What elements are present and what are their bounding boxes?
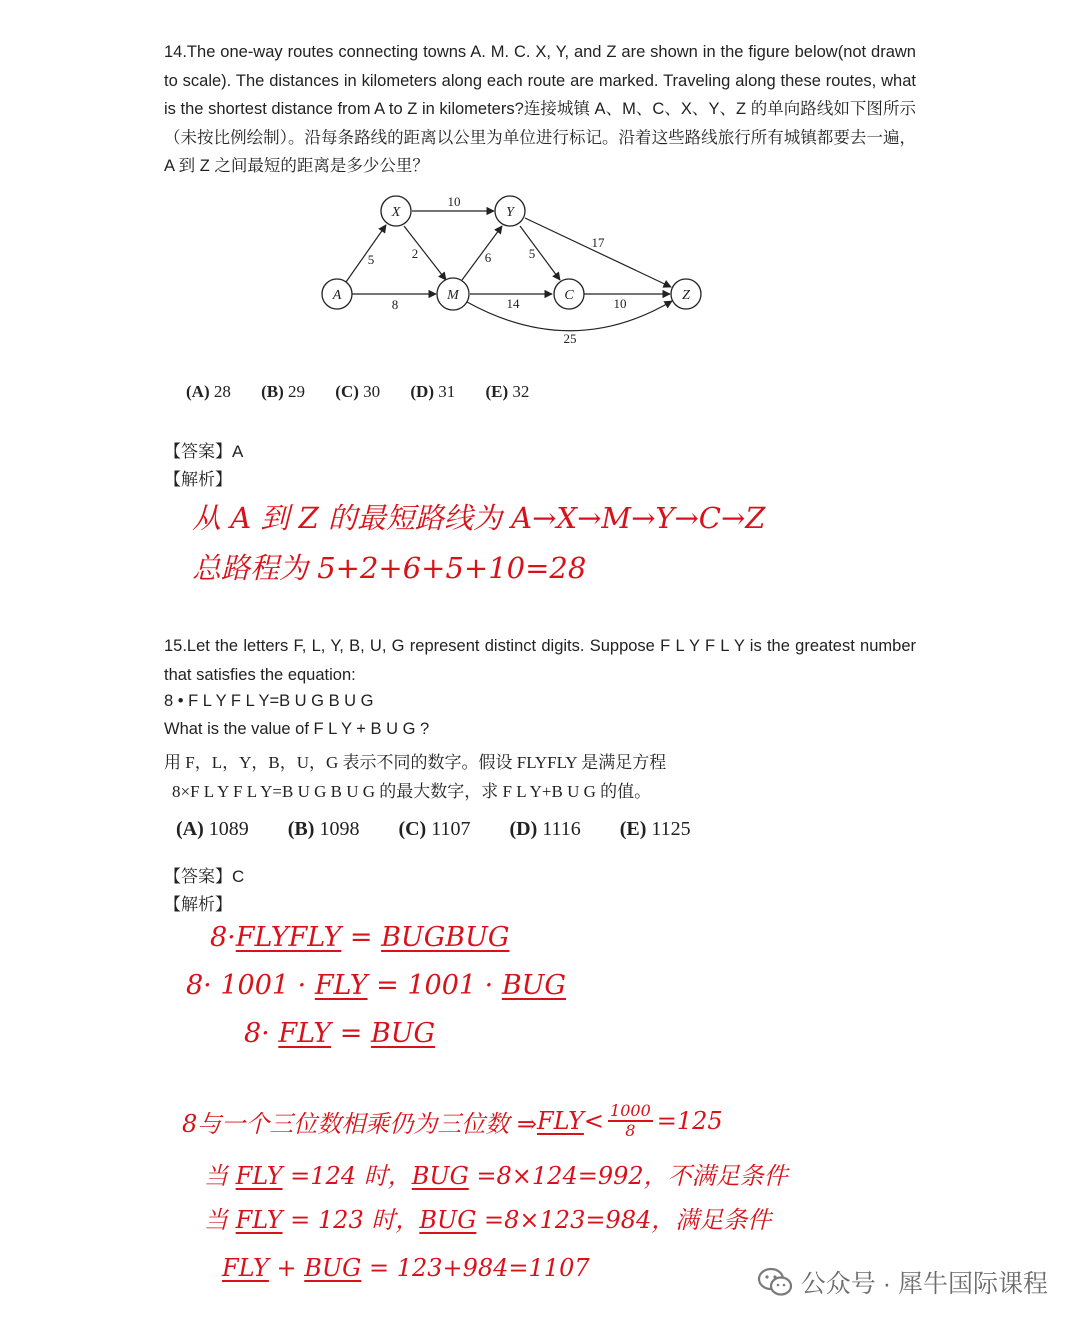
q14-answer: 【答案】A — [164, 442, 244, 461]
q15-choice-a: (A) 1089 — [176, 818, 249, 840]
q14-choices — [186, 382, 529, 402]
watermark-text: 公众号 · 犀牛国际课程 — [800, 1270, 1048, 1298]
node-label-y: Y — [506, 205, 514, 220]
q15-hw-line2: 8· 1001 · FLY = 1001 · BUG — [186, 970, 566, 1001]
q15-text: 15.Let the letters F, L, Y, B, U, G represent distinct digits. Suppose F L Y F L Y is the greatest number that satisfies the equation: — [164, 637, 916, 684]
route-graph — [310, 188, 720, 353]
edge-label-a-m: 8 — [391, 297, 399, 312]
q14-hw-total: 总路程为 5+2+6+5+10=28 — [192, 551, 587, 585]
node-label-z: Z — [682, 288, 690, 303]
q14-choice-c: (C) 30 — [335, 382, 381, 401]
edge-label-m-y: 6 — [484, 250, 492, 265]
q14-text: 14.The one-way routes connecting towns A. M. C. X, Y, and Z are shown in the figure below(not drawn to scale). The distances in kilometers along each route are marked. Traveling along these routes, what is the shortest distance from A to Z in kilometers?连接城镇 A、M、C、X、Y、Z 的单向路线如下图所示（未按比例绘制）。沿每条路线的距离以公里为单位进行标记。沿着这些路线旅行所有城镇都要去一遍，A 到 Z 之间最短的距离是多少公里？ — [164, 43, 916, 175]
q15-text-cn-1: 用 F，L，Y，B，U，G 表示不同的数字。假设 FLYFLY 是满足方程 — [164, 753, 667, 772]
edge-x-m — [404, 226, 446, 280]
edge-m-y — [462, 226, 502, 280]
watermark — [757, 1264, 1048, 1300]
q15-hw-line5: 当 FLY =124 时，BUG =8×124=992，不满足条件 — [204, 1162, 788, 1190]
edge-label-a-x: 5 — [367, 252, 375, 267]
q14-hw-route: 从 A 到 Z 的最短路线为 A→X→M→Y→C→Z — [192, 501, 766, 535]
edge-y-c — [520, 226, 560, 280]
q15-choice-e: (E) 1125 — [619, 818, 691, 840]
q14-analysis-label: 【解析】 — [164, 470, 232, 489]
node-label-c: C — [564, 288, 574, 303]
q15-hw-line1: 8·FLYFLY = BUGBUG — [210, 922, 510, 953]
edge-label-m-z: 25 — [563, 331, 577, 346]
edge-label-m-c: 14 — [506, 296, 520, 311]
q15-hw-line6: 当 FLY = 123 时，BUG =8×123=984，满足条件 — [204, 1206, 772, 1234]
edge-label-x-y: 10 — [447, 194, 461, 209]
q15-hw-fraction: $\frac{1000}{8}$ — [610, 1101, 651, 1140]
q15-choices — [176, 818, 691, 841]
q15-answer: 【答案】C — [164, 867, 245, 886]
q14-choice-a: (A) 28 — [186, 382, 231, 401]
q15-equation: 8 • F L Y F L Y=B U G B U G — [164, 692, 374, 710]
q14-choice-e: (E) 32 — [485, 382, 530, 401]
q15-hw-line3: 8· FLY = BUG — [244, 1018, 436, 1049]
q14-choice-b: (B) 29 — [261, 382, 306, 401]
node-label-x: X — [391, 205, 401, 220]
q15-text-cn-2: 8×F L Y F L Y=B U G B U G 的最大数字，求 F L Y+B U G 的值。 — [172, 782, 652, 801]
edge-label-x-m: 2 — [411, 246, 419, 261]
edge-a-x — [346, 225, 386, 282]
node-label-a: A — [332, 288, 342, 303]
q15-choice-c: (C) 1107 — [398, 818, 471, 840]
q15-choice-b: (B) 1098 — [287, 818, 360, 840]
wechat-icon — [757, 1267, 793, 1297]
edge-label-y-c: 5 — [528, 246, 536, 261]
edge-y-z — [525, 218, 671, 287]
edge-label-c-z: 10 — [613, 296, 627, 311]
node-label-m: M — [447, 288, 459, 303]
q15-hw-line7: FLY + BUG = 123+984=1107 — [222, 1254, 590, 1282]
q15-question: What is the value of F L Y + B U G ? — [164, 720, 430, 738]
q14-choice-d: (D) 31 — [410, 382, 456, 401]
edge-label-y-z: 17 — [591, 235, 605, 250]
q15-hw-line4: 8与一个三位数相乘仍为三位数 ⇒ FLY < $\frac{1000}{8}$ =125 — [182, 1101, 723, 1140]
q15-choice-d: (D) 1116 — [509, 818, 581, 840]
q15-analysis-label: 【解析】 — [164, 895, 232, 914]
